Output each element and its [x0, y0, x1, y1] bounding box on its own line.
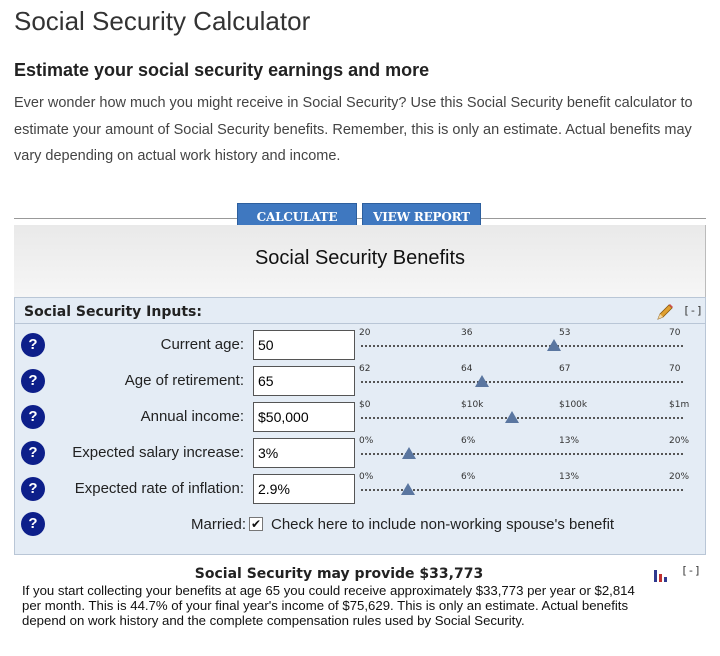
slider-tick-label: 20% [669, 472, 690, 482]
slider-tick-label: 64 [461, 364, 473, 374]
input-field[interactable] [253, 402, 355, 432]
slider-thumb[interactable] [547, 339, 561, 351]
slider-thumb[interactable] [401, 483, 415, 495]
input-slider[interactable] [359, 472, 689, 506]
slider-tick-label: $0 [359, 400, 371, 410]
intro-paragraph: Ever wonder how much you might receive in Social Security? Use this Social Security benefit calculator to estimate your amount of Social Security benefits. Remember, this is only an estimate. Actual benefits may vary depending on actual work history and income. [14, 95, 693, 164]
bar-chart-icon[interactable] [652, 568, 674, 582]
slider-thumb[interactable] [475, 375, 489, 387]
slider-tick-label: 6% [461, 472, 476, 482]
married-row [15, 508, 705, 542]
inputs-heading: Social Security Inputs: [24, 304, 202, 320]
input-slider[interactable] [359, 328, 689, 362]
help-icon[interactable]: ? [21, 333, 45, 357]
page-subtitle: Estimate your social security earnings and more [14, 60, 430, 80]
result-title: Social Security may provide $33,773 [194, 566, 484, 582]
input-field[interactable] [253, 474, 355, 504]
married-checkbox[interactable]: ✔ [250, 517, 262, 531]
slider-thumb[interactable] [505, 411, 519, 423]
slider-thumb[interactable] [402, 447, 416, 459]
slider-track[interactable] [361, 345, 683, 347]
input-row [15, 328, 705, 362]
married-description: Check here to include non-working spouse's benefit [271, 516, 615, 533]
input-row [15, 400, 705, 434]
inputs-panel [14, 297, 706, 555]
input-field[interactable] [253, 438, 355, 468]
input-label: Age of retirement: [124, 372, 244, 389]
slider-tick-label: 67 [559, 364, 571, 374]
calculate-button[interactable]: CALCULATE [237, 203, 357, 231]
help-icon[interactable]: ? [21, 405, 45, 429]
input-slider[interactable] [359, 436, 689, 470]
input-slider[interactable] [359, 364, 689, 398]
input-label: Expected rate of inflation: [74, 480, 244, 497]
input-row [15, 436, 705, 470]
input-label: Current age: [160, 336, 244, 353]
slider-tick-label: 6% [461, 436, 476, 446]
slider-tick-label: 0% [359, 472, 374, 482]
benefits-title: Social Security Benefits [254, 247, 466, 269]
divider [14, 218, 706, 219]
slider-tick-label: 62 [359, 364, 371, 374]
slider-tick-label: 20% [669, 436, 690, 446]
help-icon[interactable]: ? [21, 369, 45, 393]
inputs-panel-header [15, 298, 705, 324]
slider-tick-label: $100k [559, 400, 588, 410]
pencil-icon[interactable] [655, 302, 675, 322]
slider-tick-label: 13% [559, 436, 580, 446]
input-field[interactable] [253, 366, 355, 396]
slider-tick-label: 0% [359, 436, 374, 446]
married-help-icon[interactable]: ? [21, 512, 45, 536]
slider-track[interactable] [361, 417, 683, 419]
slider-tick-label: 70 [669, 328, 681, 338]
result-text: If you start collecting your benefits at age 65 you could receive approximately $33,773 per year or $2,814 per month. This is 44.7% of your final year's income of $75,629. This is only an estimate. Actual benefits depend on work history and the complete compensation rules used by Social Security. [22, 583, 635, 628]
input-label: Expected salary increase: [72, 444, 244, 461]
page-title: Social Security Calculator [14, 6, 311, 36]
input-slider[interactable] [359, 400, 689, 434]
help-icon[interactable]: ? [21, 477, 45, 501]
result-collapse-toggle[interactable]: [-] [681, 564, 701, 577]
slider-tick-label: 53 [559, 328, 571, 338]
slider-tick-label: 70 [669, 364, 681, 374]
slider-track[interactable] [361, 381, 683, 383]
input-label: Annual income: [140, 408, 244, 425]
slider-tick-label: 36 [461, 328, 473, 338]
view-report-button[interactable]: VIEW REPORT [362, 203, 481, 231]
slider-tick-label: $10k [461, 400, 484, 410]
inputs-collapse-toggle[interactable]: [-] [683, 304, 703, 317]
married-label: Married: [191, 516, 247, 533]
result-panel [14, 558, 706, 656]
input-row [15, 364, 705, 398]
input-field[interactable] [253, 330, 355, 360]
slider-tick-label: 20 [359, 328, 371, 338]
benefits-header [14, 225, 706, 297]
slider-tick-label: 13% [559, 472, 580, 482]
slider-tick-label: $1m [669, 400, 690, 410]
help-icon[interactable]: ? [21, 441, 45, 465]
input-row [15, 472, 705, 506]
